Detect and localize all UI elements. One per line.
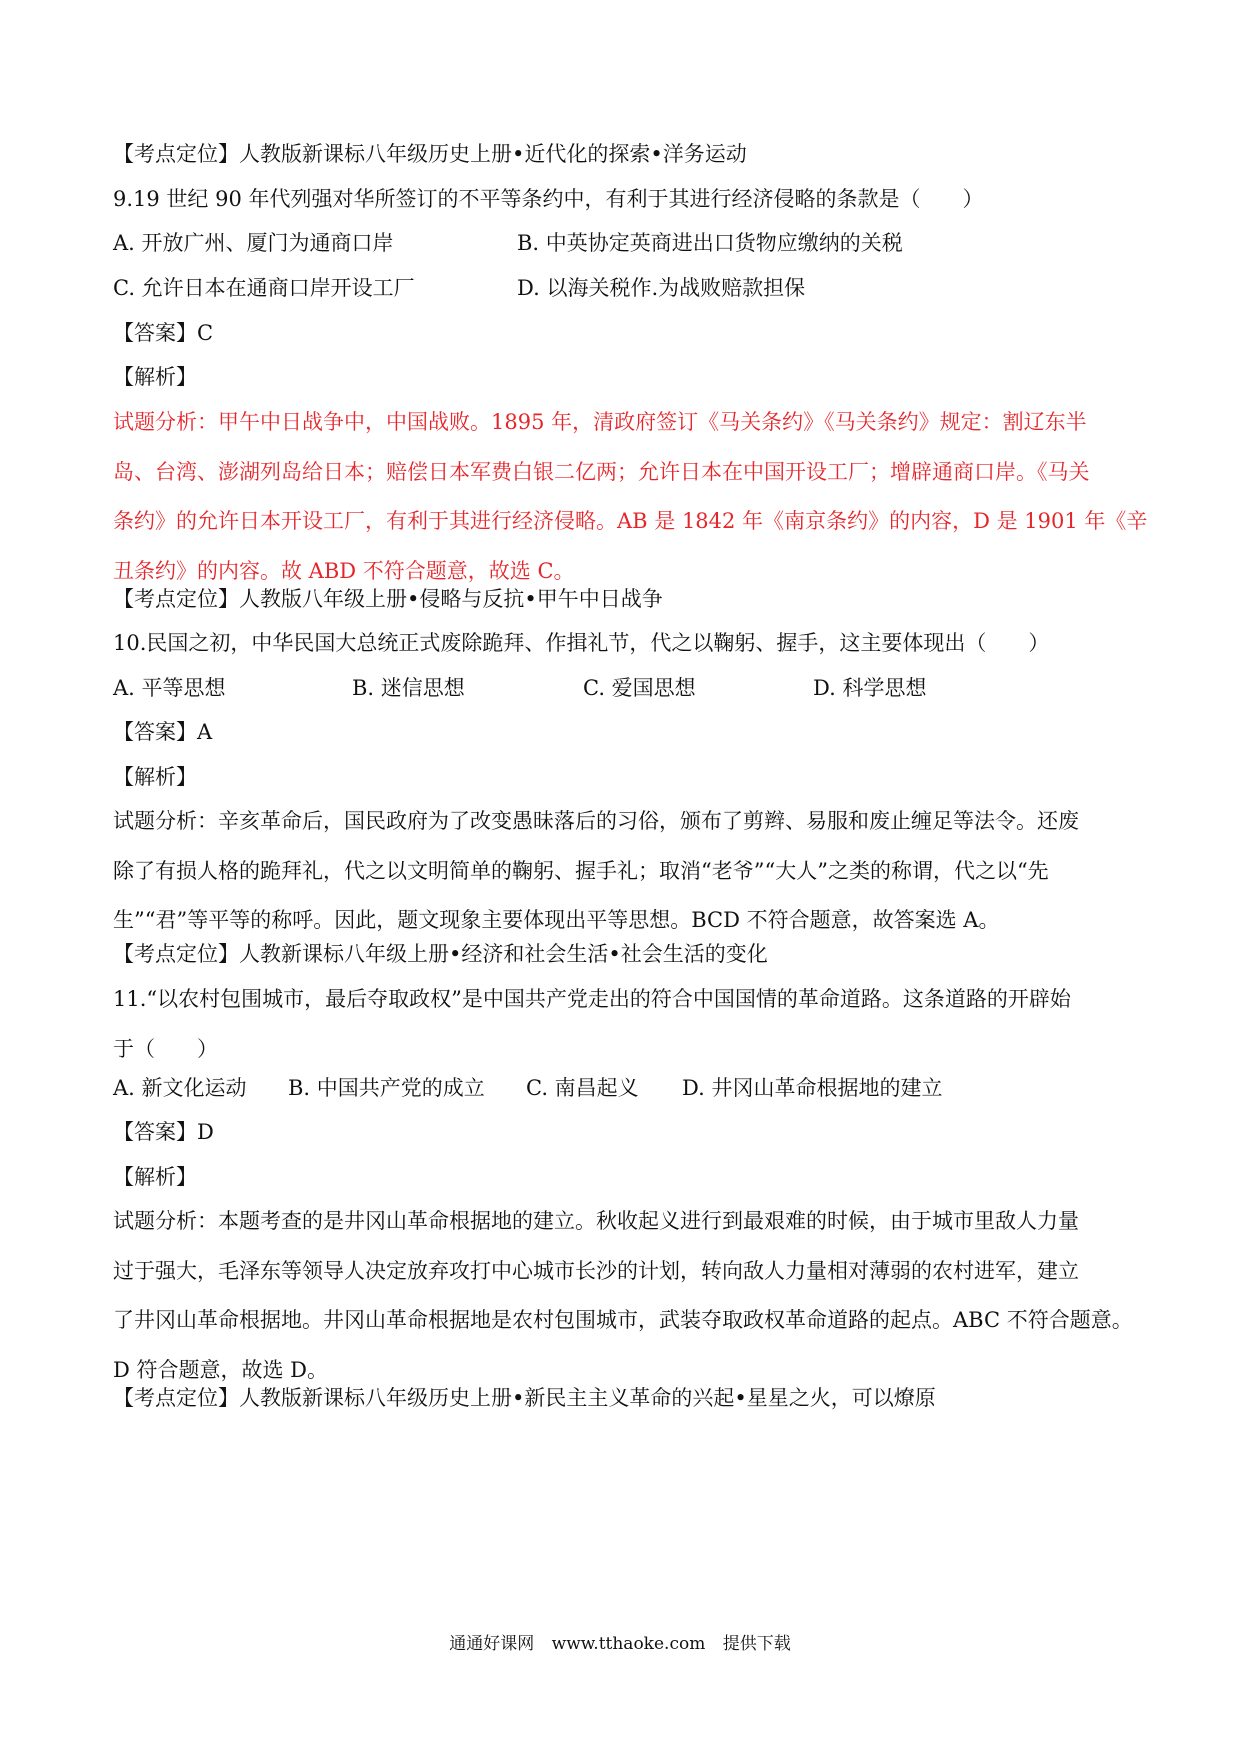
q10-analysis-line: 除了有损人格的跪拜礼，代之以文明简单的鞠躬、握手礼；取消“老爷”“大人”之类的称谓，代之以“先 [113,858,1049,883]
q9-option-b: B. 中英协定英商进出口货物应缴纳的关税 [517,231,903,255]
q11-analysis-line: 试题分析：本题考查的是井冈山革命根据地的建立。秋收起义进行到最艰难的时候，由于城市里敌人力量 [113,1209,1079,1233]
q11-stem-line: 11.“以农村包围城市，最后夺取政权”是中国共产党走出的符合中国国情的革命道路。这条道路的开辟始 [113,987,1071,1011]
q10-option-b: B. 迷信思想 [352,676,465,700]
q10-location: 【考点定位】人教新课标八年级上册•经济和社会生活•社会生活的变化 [113,942,768,966]
q9-analysis-line: 试题分析：甲午中日战争中，中国战败。1895 年，清政府签订《马关条约》《马关条约》规定：割辽东半 [113,410,1087,434]
q10-option-d: D. 科学思想 [813,676,927,700]
footer-suffix: 提供下载 [722,1634,791,1654]
q11-analysis-line: 过于强大，毛泽东等领导人决定放弃攻打中心城市长沙的计划，转向敌人力量相对薄弱的农村进军，建立 [113,1258,1079,1283]
q11-answer: 【答案】D [113,1120,214,1144]
q11-location: 【考点定位】人教版新课标八年级历史上册•新民主主义革命的兴起•星星之火，可以燎原 [113,1386,936,1410]
q10-option-c: C. 爱国思想 [583,676,696,700]
q9-option-c: C. 允许日本在通商口岸开设工厂 [113,276,415,300]
q10-option-a: A. 平等思想 [113,676,226,700]
q9-analysis-line: 条约》的允许日本开设工厂，有利于其进行经济侵略。AB 是 1842 年《南京条约》的内容，D 是 1901 年《辛 [113,509,1148,533]
q9-location: 【考点定位】人教版八年级上册•侵略与反抗•甲午中日战争 [113,587,663,611]
q11-stem-line: 于（ ） [113,1036,218,1061]
q9-stem: 9.19 世纪 90 年代列强对华所签订的不平等条约中，有利于其进行经济侵略的条款是（ ） [113,187,984,211]
q9-analysis-line: 丑条约》的内容。故 ABD 不符合题意，故选 C。 [113,558,575,583]
q11-analysis-line: 了井冈山革命根据地。井冈山革命根据地是农村包围城市，武装夺取政权革命道路的起点。ABC 不符合题意。 [113,1308,1133,1332]
q10-analysis-line: 生”“君”等平等的称呼。因此，题文现象主要体现出平等思想。BCD 不符合题意，故答案选 A。 [113,908,1000,932]
q9-option-a: A. 开放广州、厦门为通商口岸 [113,231,394,255]
q9-analysis-line: 岛、台湾、澎湖列岛给日本；赔偿日本军费白银二亿两；允许日本在中国开设工厂；增辟通商口岸。《马关 [113,459,1090,484]
q11-option-a: A. 新文化运动 [113,1076,247,1100]
q9-option-d: D. 以海关税作.为战败赔款担保 [517,276,806,300]
q11-analysis-line: D 符合题意，故选 D。 [113,1357,329,1382]
q9-analysis [113,407,1148,605]
page-footer [0,1632,1240,1656]
q9-answer: 【答案】C [113,321,214,345]
q9-analysis-heading: 【解析】 [113,365,197,389]
q11-analysis-heading: 【解析】 [113,1165,197,1189]
q10-analysis [113,806,1133,955]
q8-location-line: 【考点定位】人教版新课标八年级历史上册•近代化的探索•洋务运动 [113,142,747,166]
q11-option-d: D. 井冈山革命根据地的建立 [682,1076,943,1100]
q10-analysis-heading: 【解析】 [113,765,197,789]
q10-stem: 10.民国之初，中华民国大总统正式废除跪拜、作揖礼节，代之以鞠躬、握手，这主要体现出（ ） [113,631,1050,655]
footer-site-name: 通通好课网 [449,1634,535,1654]
q11-stem [113,984,1133,1083]
q10-answer: 【答案】A [113,720,213,744]
q11-analysis [113,1206,1133,1404]
q11-option-c: C. 南昌起义 [526,1076,639,1100]
q11-option-b: B. 中国共产党的成立 [288,1076,485,1100]
footer-url[interactable]: www.tthaoke.com [551,1634,706,1654]
q10-analysis-line: 试题分析：辛亥革命后，国民政府为了改变愚昧落后的习俗，颁布了剪辫、易服和废止缠足等法令。还废 [113,809,1079,833]
